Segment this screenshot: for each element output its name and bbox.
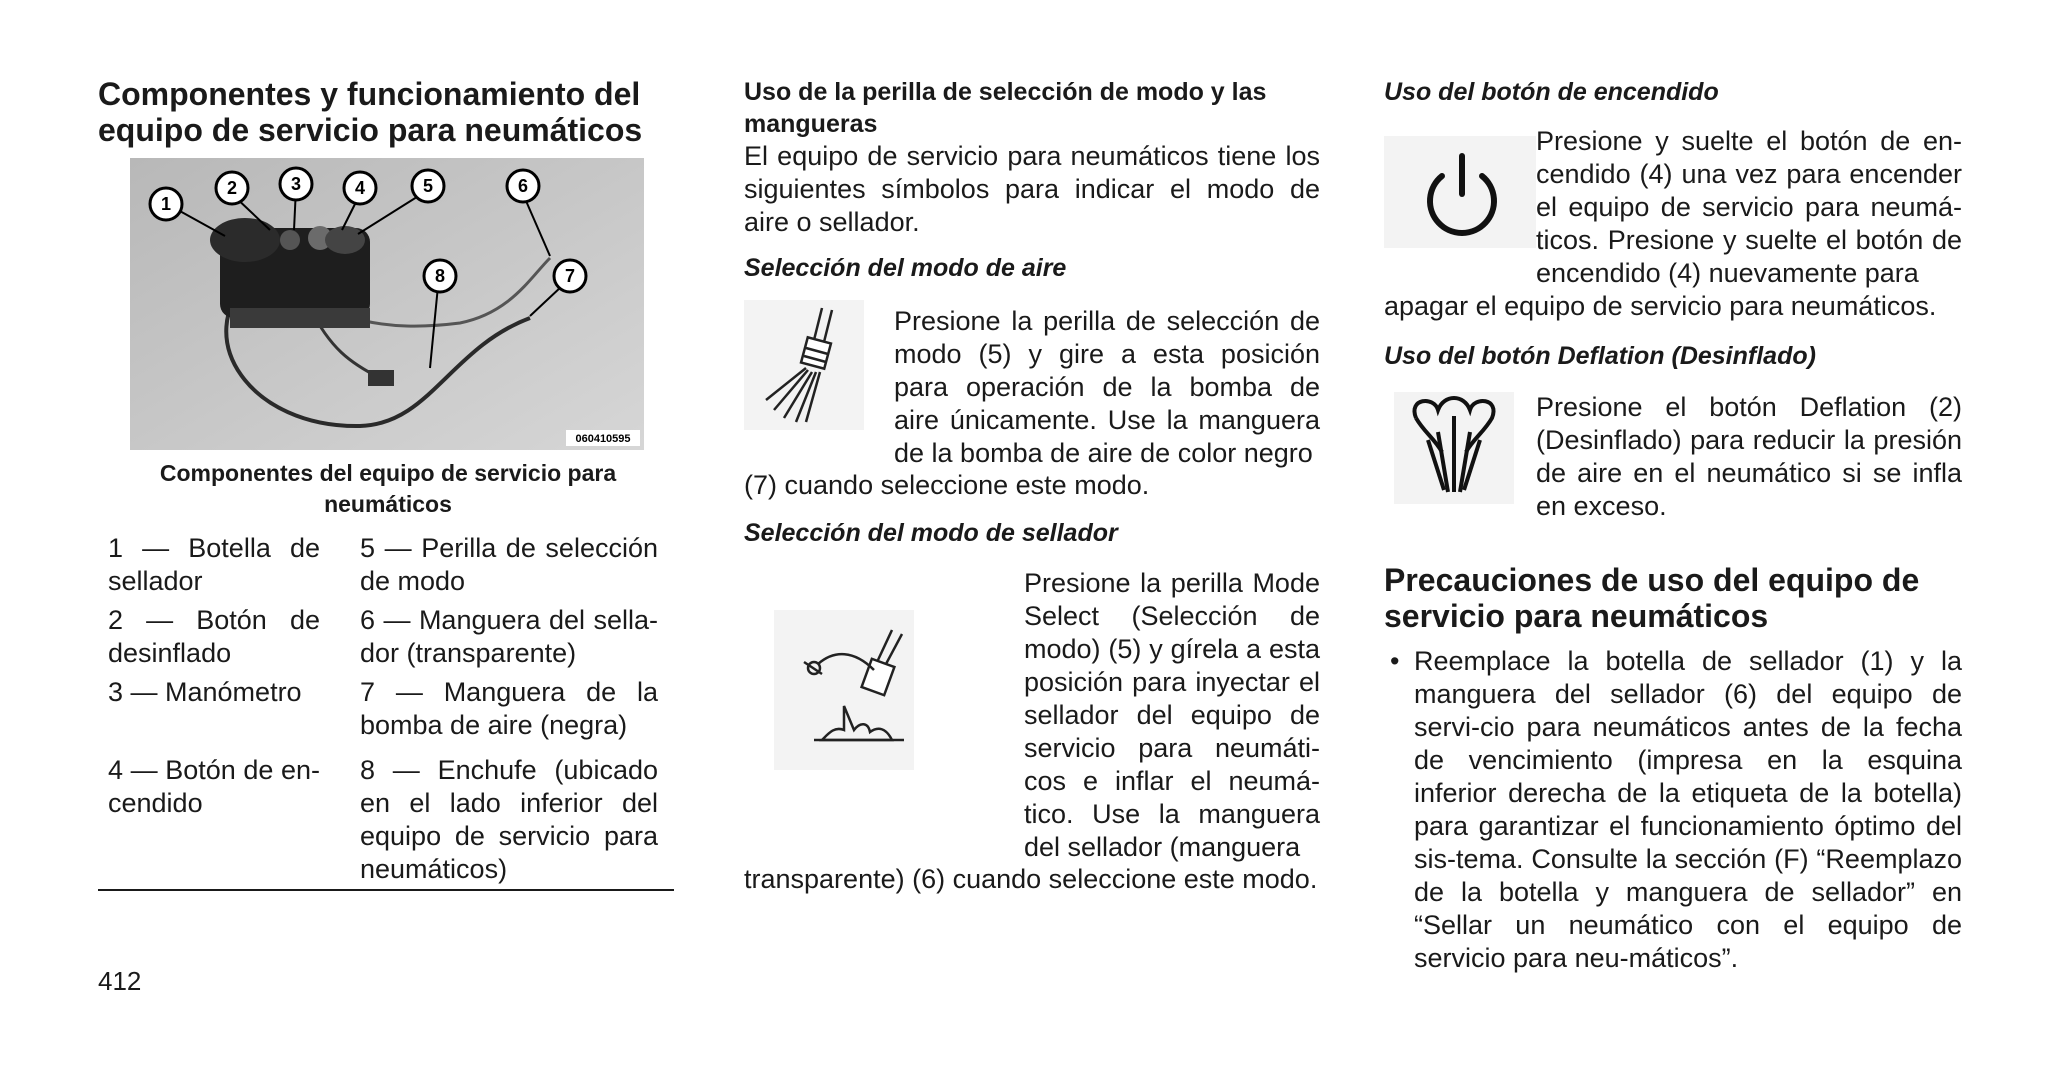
divider (98, 889, 674, 891)
mode-knob-heading: Uso de la perilla de selección de modo y las mangueras (744, 78, 1267, 138)
deflation-button-text: Presione el botón Deflation (2) (Desinflado) para reducir la presión de aire en el neumático si se infla en exceso. (1536, 392, 1962, 521)
legend-row (108, 676, 676, 742)
precautions-bullet: Reemplace la botella de sellador (1) y la manguera del sellador (6) del equipo de servi-cio para neumáticos antes de la fecha de vencimiento (impresa en la esquina inferior derecha de la etiqueta de la botella) para garantizar el funcionamiento óptimo del sis-tema. Consulte la sección (F) “Reemplazo de la botella y manguera de sellador” en “Sellar un neumático con el equipo de servicio para neu-máticos”. (1414, 646, 1962, 973)
photo-code: 060410595 (575, 433, 631, 445)
air-mode-text: Presione la perilla de selección de modo (5) y gire a esta posición para operación de la bomba de aire únicamente. Use la manguera de la bomba de aire de color negro (894, 306, 1320, 468)
legend-item-8: 8 — Enchufe (ubicado en el lado inferior del equipo de servicio para neumáticos) (360, 755, 658, 884)
power-button-text-cont: apagar el equipo de servicio para neumáticos. (1384, 291, 1937, 321)
air-mode-heading: Selección del modo de aire (744, 254, 1067, 282)
power-button-heading: Uso del botón de encendido (1384, 78, 1719, 106)
legend-row (108, 532, 676, 598)
air-mode-icon (744, 300, 864, 430)
legend-table (108, 532, 676, 892)
callout-5: 5 (422, 176, 434, 196)
legend-item-3: 3 — Manómetro (108, 677, 302, 707)
section-title: Componentes y funcionamiento del equipo de servicio para neumáticos (98, 76, 643, 148)
legend-item-7: 7 — Manguera de la bomba de aire (negra) (360, 677, 658, 740)
kit-illustration (130, 158, 644, 450)
legend-item-2: 2 — Botón de desinflado (108, 605, 320, 668)
legend-item-1: 1 — Botella de sellador (108, 533, 320, 596)
air-mode-text-cont: (7) cuando seleccione este modo. (744, 470, 1150, 500)
precautions-title: Precauciones de uso del equipo de servicio para neumáticos (1384, 562, 1920, 634)
callout-6: 6 (517, 176, 529, 196)
sealant-mode-icon (774, 610, 914, 770)
callout-3: 3 (290, 174, 302, 194)
sealant-mode-text-cont: transparente) (6) cuando seleccione este modo. (744, 864, 1318, 894)
callout-8: 8 (434, 266, 446, 286)
callout-4: 4 (354, 178, 366, 198)
bullet-icon: • (1390, 646, 1400, 676)
legend-row (108, 604, 676, 670)
photo-caption: Componentes del equipo de servicio para neumáticos (159, 460, 617, 517)
legend-item-6: 6 — Manguera del sella-dor (transparente) (360, 605, 658, 668)
deflation-icon (1394, 392, 1514, 504)
power-icon (1384, 136, 1536, 248)
sealant-mode-heading: Selección del modo de sellador (744, 519, 1118, 547)
tire-service-kit-photo (130, 158, 644, 450)
callout-2: 2 (226, 178, 238, 198)
callout-7: 7 (564, 266, 576, 286)
sealant-mode-text: Presione la perilla Mode Select (Selección de modo) (5) y gírela a esta posición para inyectar el sellador del equipo de servicio para neumáti-cos e inflar el neumá-tico. Use la manguera del sellador (manguera (1024, 568, 1320, 862)
mode-knob-intro: El equipo de servicio para neumáticos tiene los siguientes símbolos para indicar el modo de aire o sellador. (744, 141, 1320, 237)
legend-item-5: 5 — Perilla de selección de modo (360, 533, 658, 596)
deflation-button-heading: Uso del botón Deflation (Desinflado) (1384, 342, 1816, 370)
legend-row (108, 754, 676, 886)
legend-item-4: 4 — Botón de en-cendido (108, 755, 320, 818)
callout-1: 1 (160, 194, 172, 214)
page-number: 412 (98, 966, 142, 996)
power-button-text: Presione y suelte el botón de en-cendido (4) una vez para encender el equipo de servicio para neumá-ticos. Presione y suelte el botón de encendido (4) nuevamente para (1536, 126, 1962, 288)
